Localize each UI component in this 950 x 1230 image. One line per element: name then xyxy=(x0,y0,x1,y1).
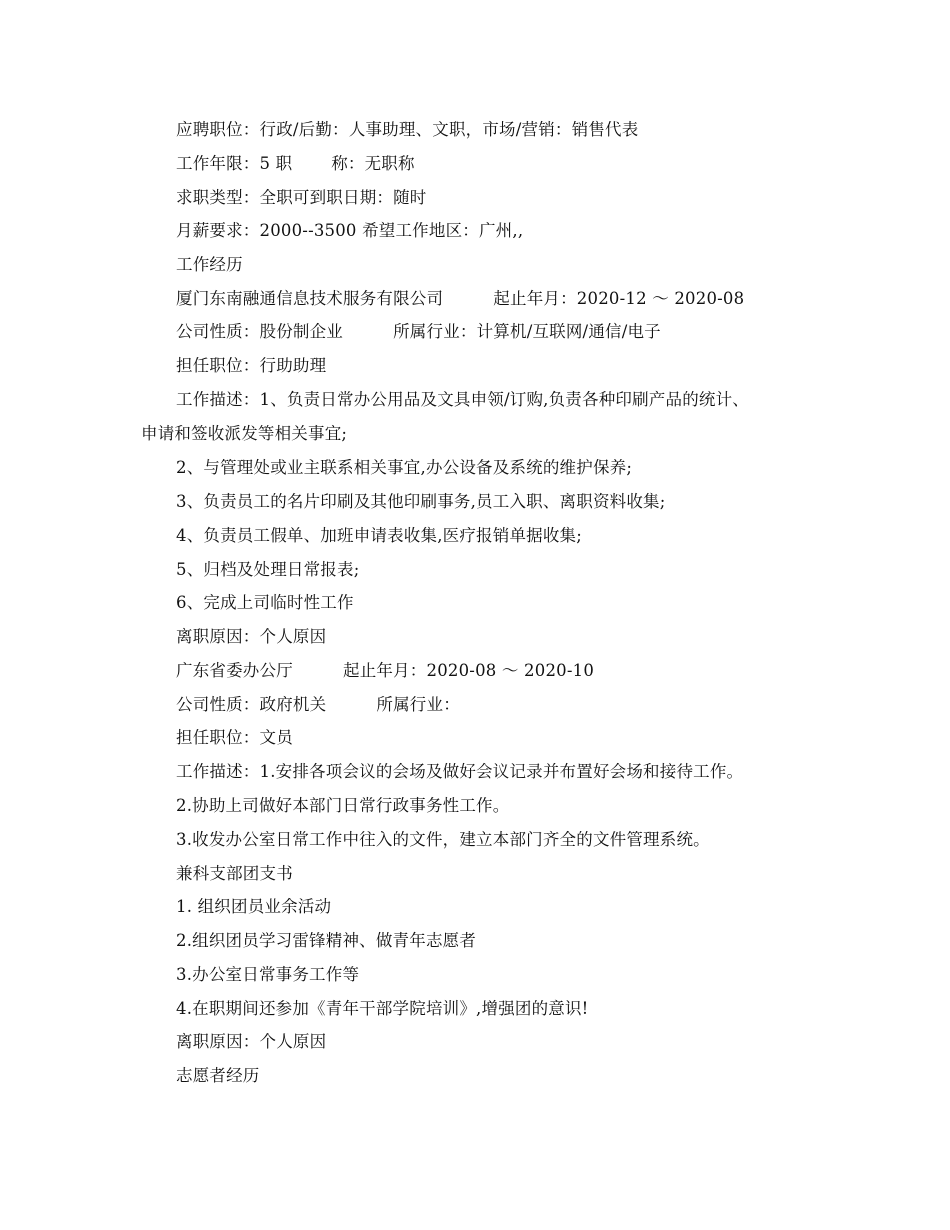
company-1-description-line: 工作描述：1、负责日常办公用品及文具申领/订购,负责各种印刷产品的统计、 xyxy=(176,390,750,409)
company-1-description-continuation: 申请和签收派发等相关事宜; xyxy=(141,424,348,443)
company-1-duty-3: 3、负责员工的名片印刷及其他印刷事务,员工入职、离职资料收集; xyxy=(176,492,666,511)
company-1-duty-6: 6、完成上司临时性工作 xyxy=(176,593,354,612)
job-position-line: 应聘职位：行政/后勤：人事助理、文职，市场/营销：销售代表 xyxy=(176,120,639,139)
company-1-duty-5: 5、归档及处理日常报表; xyxy=(176,560,360,579)
company-1-leave-reason: 离职原因：个人原因 xyxy=(176,627,327,646)
work-history-heading: 工作经历 xyxy=(176,255,243,274)
company-2-leave-reason: 离职原因：个人原因 xyxy=(176,1032,327,1051)
league-duty-1: 1. 组织团员业余活动 xyxy=(176,897,332,916)
league-secretary-heading: 兼科支部团支书 xyxy=(176,864,293,883)
job-type-line: 求职类型：全职可到职日期：随时 xyxy=(176,188,427,207)
league-duty-2: 2.组织团员学习雷锋精神、做青年志愿者 xyxy=(176,931,477,950)
company-2-description-line: 工作描述：1.安排各项会议的会场及做好会议记录并布置好会场和接待工作。 xyxy=(176,762,744,781)
volunteer-heading: 志愿者经历 xyxy=(176,1066,260,1085)
work-years-line: 工作年限：5 职 称：无职称 xyxy=(176,154,415,173)
company-1-duty-2: 2、与管理处或业主联系相关事宜,办公设备及系统的维护保养; xyxy=(176,458,633,477)
company-2-duty-2: 2.协助上司做好本部门日常行政事务性工作。 xyxy=(176,796,510,815)
league-duty-3: 3.办公室日常事务工作等 xyxy=(176,965,360,984)
company-1-duty-4: 4、负责员工假单、加班申请表收集,医疗报销单据收集; xyxy=(176,526,583,545)
company-2-line: 广东省委办公厅 起止年月：2020-08 ～ 2020-10 xyxy=(176,661,595,680)
company-1-line: 厦门东南融通信息技术服务有限公司 起止年月：2020-12 ～ 2020-08 xyxy=(176,289,745,308)
company-2-title-line: 担任职位：文员 xyxy=(176,728,293,747)
company-1-title-line: 担任职位：行助助理 xyxy=(176,356,327,375)
company-2-nature-line: 公司性质：政府机关 所属行业： xyxy=(176,695,460,714)
company-2-duty-3: 3.收发办公室日常工作中往入的文件，建立本部门齐全的文件管理系统。 xyxy=(176,830,710,849)
salary-line: 月薪要求：2000--3500 希望工作地区：广州,, xyxy=(176,221,524,240)
league-duty-4: 4.在职期间还参加《青年干部学院培训》,增强团的意识! xyxy=(176,999,589,1018)
company-1-nature-line: 公司性质：股份制企业 所属行业：计算机/互联网/通信/电子 xyxy=(176,322,661,341)
